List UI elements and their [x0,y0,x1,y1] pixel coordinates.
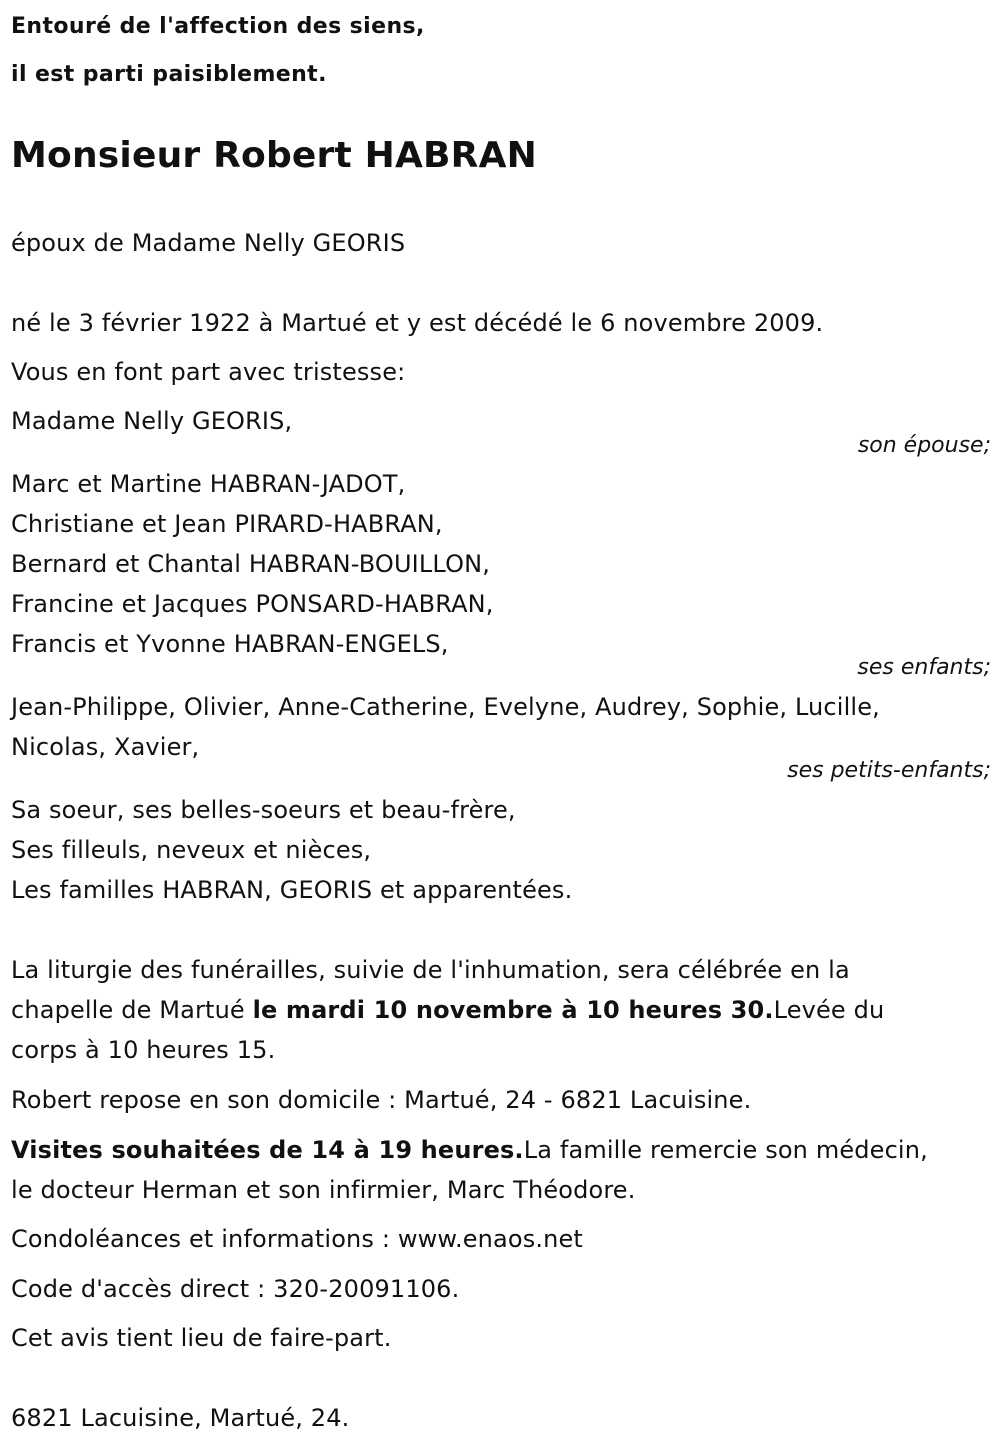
notice-line: Cet avis tient lieu de faire-part. [11,1324,392,1352]
funeral-line-1: La liturgie des funérailles, suivie de l'inhumation, sera célébrée en la [11,956,850,984]
child-line: Bernard et Chantal HABRAN-BOUILLON, [11,550,491,578]
grandchildren-line-1: Jean-Philippe, Olivier, Anne-Catherine, Evelyne, Audrey, Sophie, Lucille, [11,693,880,721]
rests-line: Robert repose en son domicile : Martué, 24 - 6821 Lacuisine. [11,1086,752,1114]
visits-line [11,1135,928,1165]
funeral-date-time: le mardi 10 novembre à 10 heures 30. [252,996,774,1024]
children-relation: ses enfants; [857,655,991,680]
child-line: Christiane et Jean PIRARD-HABRAN, [11,510,443,538]
deceased-name: Monsieur Robert HABRAN [11,135,537,176]
family-line: Les familles HABRAN, GEORIS et apparentées. [11,876,573,904]
spouse-name: Madame Nelly GEORIS, [11,407,293,435]
funeral-location: chapelle de Martué [11,996,253,1024]
funeral-line-3: corps à 10 heures 15. [11,1036,276,1064]
access-code-line: Code d'accès direct : 320-20091106. [11,1275,460,1303]
family-line: Sa soeur, ses belles-soeurs et beau-frère, [11,796,516,824]
grandchildren-line-2: Nicolas, Xavier, [11,733,200,761]
visits-hours: Visites souhaitées de 14 à 19 heures. [11,1136,524,1164]
birth-death-line: né le 3 février 1922 à Martué et y est décédé le 6 novembre 2009. [11,309,824,337]
funeral-levee: Levée du [773,996,885,1024]
spouse-relation: son épouse; [857,433,991,458]
thanks-line-2: le docteur Herman et son infirmier, Marc Théodore. [11,1176,636,1204]
spouse-line: époux de Madame Nelly GEORIS [11,229,406,257]
intro-line-1: Entouré de l'affection des siens, [11,14,425,39]
thanks-line-1: La famille remercie son médecin, [523,1136,928,1164]
announcement-intro: Vous en font part avec tristesse: [11,358,406,386]
child-line: Francine et Jacques PONSARD-HABRAN, [11,590,494,618]
intro-line-2: il est parti paisiblement. [11,62,327,87]
grandchildren-relation: ses petits-enfants; [787,758,991,783]
address-line: 6821 Lacuisine, Martué, 24. [11,1404,350,1432]
funeral-line-2 [11,995,884,1025]
child-line: Marc et Martine HABRAN-JADOT, [11,470,406,498]
condolences-line: Condoléances et informations : www.enaos.net [11,1225,583,1253]
family-line: Ses filleuls, neveux et nièces, [11,836,372,864]
child-line: Francis et Yvonne HABRAN-ENGELS, [11,630,449,658]
